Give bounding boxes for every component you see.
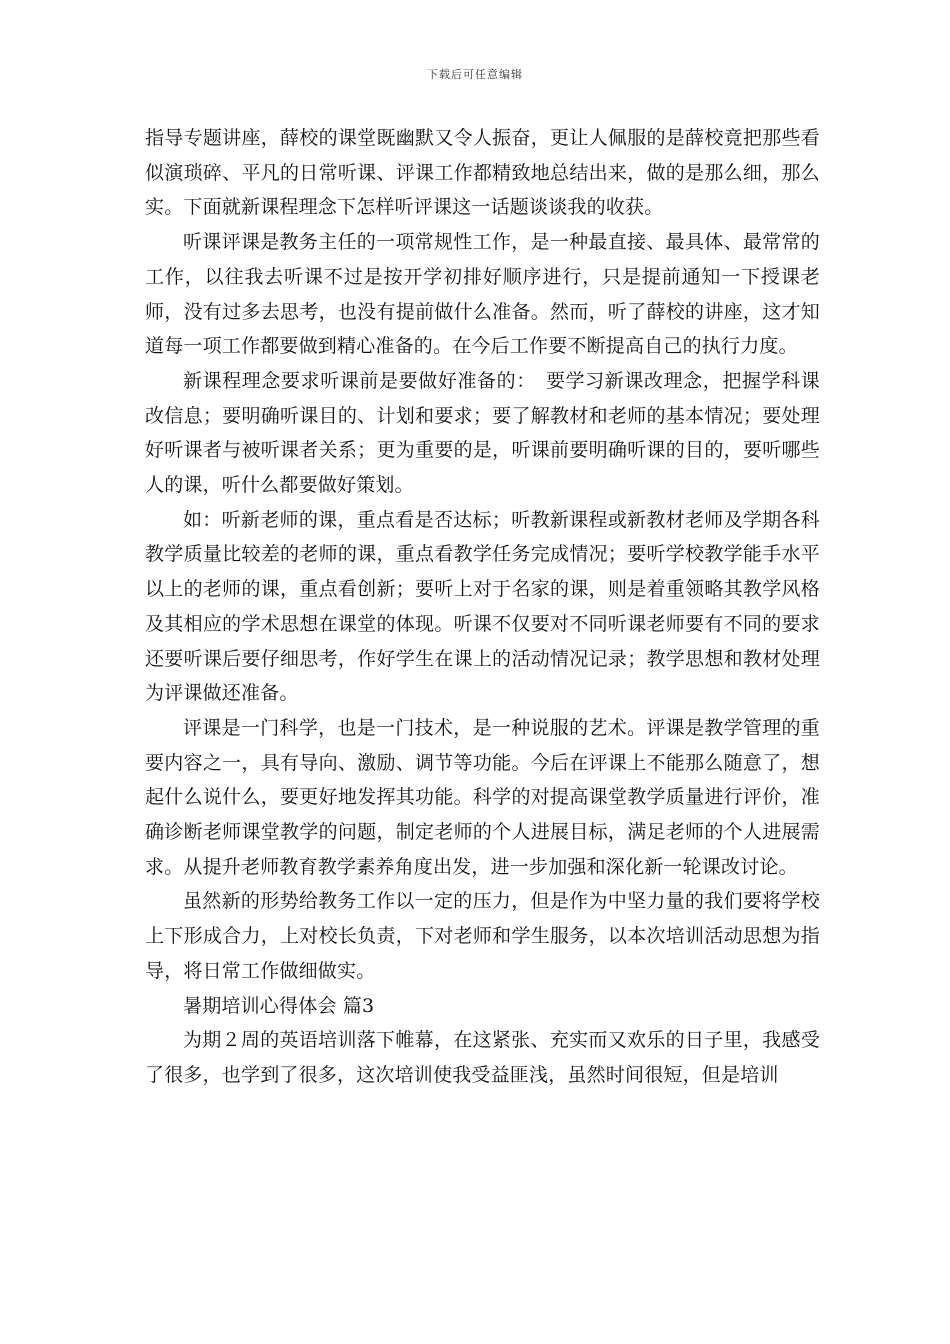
section-heading: 暑期培训心得体会 篇3 <box>183 994 375 1017</box>
paragraph-7: 为期２周的英语培训落下帷幕，在这紧张、充实而又欢乐的日子里，我感受了很多，也学到了很多，这次培训使我受益匪浅，虽然时间很短，但是培训 <box>145 1029 820 1086</box>
paragraph-5: 评课是一门科学，也是一门技术，是一种说服的艺术。评课是教学管理的重要内容之一，具有导向、激励、调节等功能。今后在评课上不能那么随意了，想起什么说什么，要更好地发挥其功能。科学的对提高课堂教学质量进行评价，准确诊断老师课堂教学的问题，制定老师的个人进展目标，满足老师的个人进展需求。从提升老师教育教学素养角度出发，进一步加强和深化新一轮课改讨论。 <box>145 716 820 878</box>
paragraph-4: 如：听新老师的课，重点看是否达标；听教新课程或新教材老师及学期各科教学质量比较差的老师的课，重点看教学任务完成情况；要听学校教学能手水平以上的老师的课，重点看创新；要听上对于名家的课，则是着重领略其教学风格及其相应的学术思想在课堂的体现。听课不仅要对不同听课老师要有不同的要求还要听课后要仔细思考，作好学生在课上的活动情况记录；教学思想和教材处理为评课做还准备。 <box>145 508 820 705</box>
paragraph-3: 新课程理念要求听课前是要做好准备的： 要学习新课改理念，把握学科课改信息；要明确听课目的、计划和要求；要了解教材和老师的基本情况；要处理好听课者与被听课者关系；更为重要的是，听课前要明确听课的目的，要听哪些人的课，听什么都要做好策划。 <box>145 369 820 497</box>
paragraph-1: 指导专题讲座，薛校的课堂既幽默又令人振奋，更让人佩服的是薛校竟把那些看似演琐碎、平凡的日常听课、评课工作都精致地总结出来，做的是那么细，那么实。下面就新课程理念下怎样听评课这一话题谈谈我的收获。 <box>145 127 820 219</box>
document-body <box>145 121 820 1093</box>
paragraph-2: 听课评课是教务主任的一项常规性工作，是一种最直接、最具体、最常常的工作，以往我去听课不过是按开学初排好顺序进行，只是提前通知一下授课老师，没有过多去思考，也没有提前做什么准备。然而，听了薛校的讲座，这才知道每一项工作都要做到精心准备的。在今后工作要不断提高自己的执行力度。 <box>145 231 820 358</box>
paragraph-6: 虽然新的形势给教务工作以一定的压力，但是作为中坚力量的我们要将学校上下形成合力，上对校长负责，下对老师和学生服务，以本次培训活动思想为指导，将日常工作做细做实。 <box>145 890 820 982</box>
page-header: 下载后可任意编辑 <box>427 68 523 81</box>
